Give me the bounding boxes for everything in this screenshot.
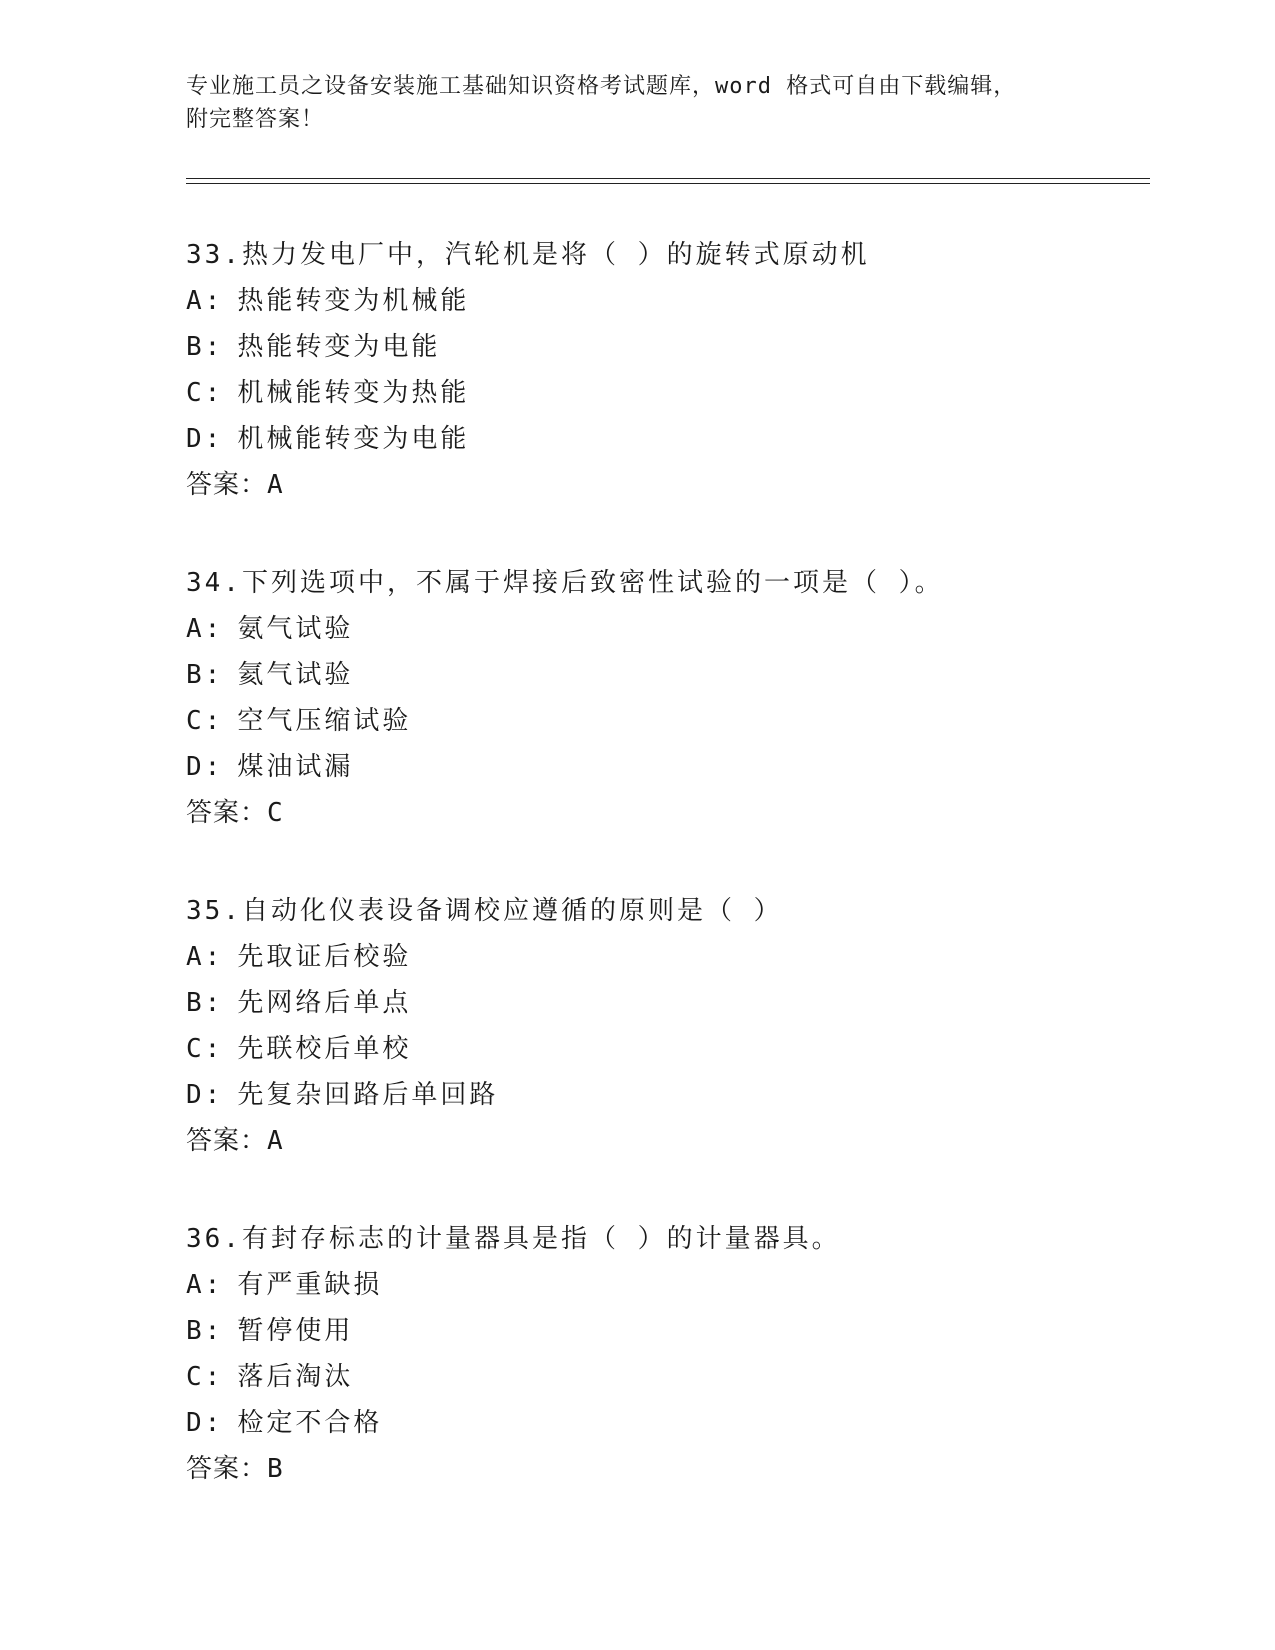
option-text: 热能转变为电能 bbox=[237, 332, 441, 362]
option-b bbox=[186, 652, 1146, 698]
option-b bbox=[186, 1308, 1146, 1354]
question-34 bbox=[186, 560, 1146, 836]
header-divider-top bbox=[186, 178, 1150, 179]
option-text: 机械能转变为热能 bbox=[237, 378, 470, 408]
option-text: 氨气试验 bbox=[237, 614, 354, 644]
option-key: C: bbox=[186, 1362, 224, 1392]
option-b bbox=[186, 980, 1146, 1026]
option-key: B: bbox=[186, 332, 224, 362]
option-text: 煤油试漏 bbox=[237, 752, 354, 782]
answer-label: 答案： bbox=[186, 1126, 268, 1156]
answer-line bbox=[186, 790, 1146, 836]
answer-line bbox=[186, 1446, 1146, 1492]
question-stem: 36.有封存标志的计量器具是指（ ）的计量器具。 bbox=[186, 1224, 841, 1254]
option-key: A: bbox=[186, 614, 224, 644]
question-stem: 33.热力发电厂中，汽轮机是将（ ）的旋转式原动机 bbox=[186, 240, 870, 270]
option-a bbox=[186, 934, 1146, 980]
option-a bbox=[186, 1262, 1146, 1308]
question-stem: 35.自动化仪表设备调校应遵循的原则是（ ） bbox=[186, 896, 783, 926]
option-key: A: bbox=[186, 1270, 224, 1300]
option-d bbox=[186, 744, 1146, 790]
option-text: 先联校后单校 bbox=[237, 1034, 412, 1064]
option-text: 落后淘汰 bbox=[237, 1362, 354, 1392]
option-a bbox=[186, 278, 1146, 324]
option-key: C: bbox=[186, 378, 224, 408]
option-key: D: bbox=[186, 1080, 224, 1110]
answer-label: 答案： bbox=[186, 470, 268, 500]
question-35 bbox=[186, 888, 1146, 1164]
answer-value: B bbox=[267, 1454, 284, 1484]
answer-line bbox=[186, 1118, 1146, 1164]
header-divider-bottom bbox=[186, 183, 1150, 184]
option-text: 空气压缩试验 bbox=[237, 706, 412, 736]
option-d bbox=[186, 416, 1146, 462]
option-d bbox=[186, 1400, 1146, 1446]
option-text: 检定不合格 bbox=[237, 1408, 383, 1438]
answer-line bbox=[186, 462, 1146, 508]
document-header bbox=[186, 70, 1086, 136]
option-key: A: bbox=[186, 942, 224, 972]
answer-value: A bbox=[267, 470, 284, 500]
option-key: D: bbox=[186, 424, 224, 454]
option-key: B: bbox=[186, 1316, 224, 1346]
header-line-1: 专业施工员之设备安装施工基础知识资格考试题库，word 格式可自由下载编辑， bbox=[186, 74, 1017, 99]
answer-label: 答案： bbox=[186, 1454, 268, 1484]
option-text: 暂停使用 bbox=[237, 1316, 354, 1346]
option-a bbox=[186, 606, 1146, 652]
option-text: 机械能转变为电能 bbox=[237, 424, 470, 454]
option-text: 先网络后单点 bbox=[237, 988, 412, 1018]
question-33 bbox=[186, 232, 1146, 508]
question-stem: 34.下列选项中，不属于焊接后致密性试验的一项是（ ）。 bbox=[186, 568, 944, 598]
option-key: D: bbox=[186, 1408, 224, 1438]
answer-label: 答案： bbox=[186, 798, 268, 828]
option-key: B: bbox=[186, 660, 224, 690]
header-line-2: 附完整答案！ bbox=[186, 107, 325, 132]
answer-value: C bbox=[267, 798, 284, 828]
option-key: B: bbox=[186, 988, 224, 1018]
option-c bbox=[186, 1026, 1146, 1072]
option-c bbox=[186, 370, 1146, 416]
option-key: C: bbox=[186, 1034, 224, 1064]
answer-value: A bbox=[267, 1126, 284, 1156]
question-36 bbox=[186, 1216, 1146, 1492]
option-key: D: bbox=[186, 752, 224, 782]
option-d bbox=[186, 1072, 1146, 1118]
option-text: 有严重缺损 bbox=[237, 1270, 383, 1300]
option-text: 先复杂回路后单回路 bbox=[237, 1080, 499, 1110]
option-c bbox=[186, 698, 1146, 744]
option-b bbox=[186, 324, 1146, 370]
option-c bbox=[186, 1354, 1146, 1400]
question-list bbox=[186, 232, 1146, 1544]
option-text: 先取证后校验 bbox=[237, 942, 412, 972]
option-key: A: bbox=[186, 286, 224, 316]
option-text: 热能转变为机械能 bbox=[237, 286, 470, 316]
option-text: 氦气试验 bbox=[237, 660, 354, 690]
option-key: C: bbox=[186, 706, 224, 736]
